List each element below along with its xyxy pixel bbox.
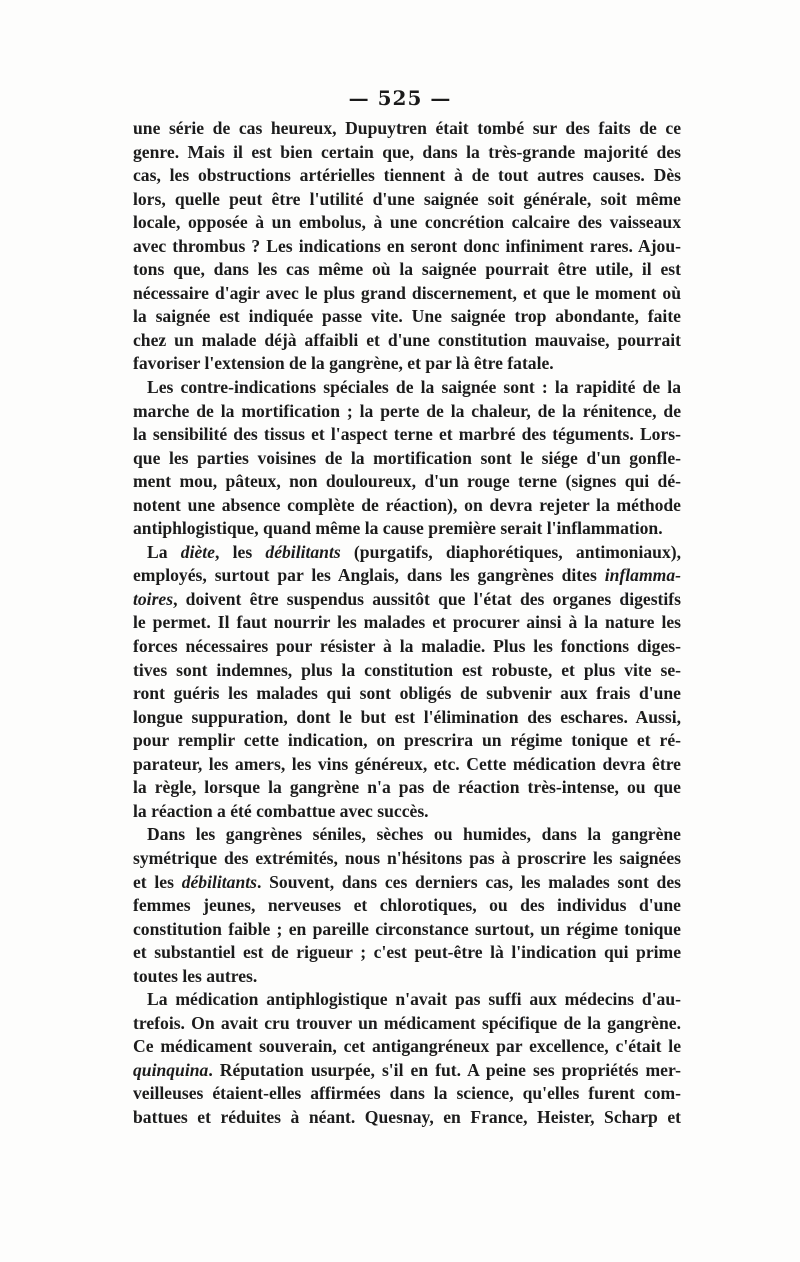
text-line: La médication antiphlogistique n'avait pas suffi aux médecins d'au- bbox=[147, 989, 681, 1010]
text-line: marche de la mortification ; la perte de la chaleur, de la rénitence, de bbox=[133, 400, 681, 421]
text-line: trefois. On avait cru trouver un médicament spécifique de la gangrène. bbox=[133, 1012, 681, 1033]
text-line: et substantiel est de rigueur ; c'est peut-être là l'indication qui prime bbox=[133, 942, 681, 963]
paragraph-5 bbox=[133, 988, 681, 1129]
text-line: toires, doivent être suspendus aussitôt que l'état des organes digestifs bbox=[133, 588, 681, 609]
text-line: Les contre-indications spéciales de la saignée sont : la rapidité de la bbox=[147, 377, 681, 398]
text-line: Dans les gangrènes séniles, sèches ou humides, dans la gangrène bbox=[147, 824, 681, 845]
text-line: battues et réduites à néant. Quesnay, en France, Heister, Scharp et bbox=[133, 1106, 681, 1127]
text-line: forces nécessaires pour résister à la maladie. Plus les fonctions diges- bbox=[133, 636, 681, 657]
text-line: la sensibilité des tissus et l'aspect terne et marbré des téguments. Lors- bbox=[133, 424, 681, 445]
text-line: lors, quelle peut être l'utilité d'une saignée soit générale, soit même bbox=[133, 188, 681, 209]
text-line: le permet. Il faut nourrir les malades et procurer ainsi à la nature les bbox=[133, 612, 681, 633]
text-line: que les parties voisines de la mortification sont le siége d'un gonfle- bbox=[133, 447, 681, 468]
text-line: la réaction a été combattue avec succès. bbox=[133, 800, 429, 821]
text-line: pour remplir cette indication, on prescrira un régime tonique et ré- bbox=[133, 730, 681, 751]
text-line: quinquina. Réputation usurpée, s'il en fut. A peine ses propriétés mer- bbox=[133, 1059, 681, 1080]
text-line: veilleuses étaient-elles affirmées dans la science, qu'elles furent com- bbox=[133, 1083, 681, 1104]
text-line: et les débilitants. Souvent, dans ces derniers cas, les malades sont des bbox=[133, 871, 681, 892]
page-number: — 525 — bbox=[348, 86, 452, 110]
paragraph-1 bbox=[133, 117, 681, 376]
text-line: femmes jeunes, nerveuses et chlorotiques, ou des individus d'une bbox=[133, 895, 681, 916]
body-text bbox=[133, 117, 681, 1130]
paragraph-3 bbox=[133, 541, 681, 824]
text-line: constitution faible ; en pareille circonstance surtout, un régime tonique bbox=[133, 918, 681, 939]
text-line: une série de cas heureux, Dupuytren était tombé sur des faits de ce bbox=[133, 118, 681, 138]
text-line: genre. Mais il est bien certain que, dans la très-grande majorité des bbox=[133, 141, 681, 162]
text-line: toutes les autres. bbox=[133, 965, 258, 986]
text-line: locale, opposée à un embolus, à une concrétion calcaire des vaisseaux bbox=[133, 212, 681, 233]
text-line: parateur, les amers, les vins généreux, etc. Cette médication devra être bbox=[133, 753, 681, 774]
text-line: cas, les obstructions artérielles tiennent à de tout autres causes. Dès bbox=[133, 165, 681, 186]
text-line: avec thrombus ? Les indications en seront donc infiniment rares. Ajou- bbox=[133, 235, 681, 256]
text-line: ment mou, pâteux, non douloureux, d'un rouge terne (signes qui dé- bbox=[133, 471, 681, 492]
text-line: nécessaire d'agir avec le plus grand discernement, et que le moment où bbox=[133, 282, 681, 303]
text-line: ront guéris les malades qui sont obligés de subvenir aux frais d'une bbox=[133, 683, 681, 704]
text-line: symétrique des extrémités, nous n'hésitons pas à proscrire les saignées bbox=[133, 847, 681, 868]
paragraph-4 bbox=[133, 823, 681, 988]
text-line: antiphlogistique, quand même la cause première serait l'inflammation. bbox=[133, 518, 663, 539]
text-line: tons que, dans les cas même où la saignée pourrait être utile, il est bbox=[133, 259, 681, 280]
text-line: favoriser l'extension de la gangrène, et par là être fatale. bbox=[133, 353, 554, 374]
text-line: employés, surtout par les Anglais, dans les gangrènes dites inflamma- bbox=[133, 565, 681, 586]
text-line: notent une absence complète de réaction), on devra rejeter la méthode bbox=[133, 494, 681, 515]
text-line: longue suppuration, dont le but est l'élimination des eschares. Aussi, bbox=[133, 706, 681, 727]
text-line: Ce médicament souverain, cet antigangréneux par excellence, c'était le bbox=[133, 1036, 681, 1057]
text-line: tives sont indemnes, plus la constitution est robuste, et plus vite se- bbox=[133, 659, 681, 680]
text-line: chez un malade déjà affaibli et d'une constitution mauvaise, pourrait bbox=[133, 329, 681, 350]
paragraph-2 bbox=[133, 376, 681, 541]
text-line: La diète, les débilitants (purgatifs, diaphorétiques, antimoniaux), bbox=[147, 541, 681, 562]
text-line: la saignée est indiquée passe vite. Une saignée trop abondante, faite bbox=[133, 306, 681, 327]
text-line: la règle, lorsque la gangrène n'a pas de réaction très-intense, ou que bbox=[133, 777, 681, 798]
